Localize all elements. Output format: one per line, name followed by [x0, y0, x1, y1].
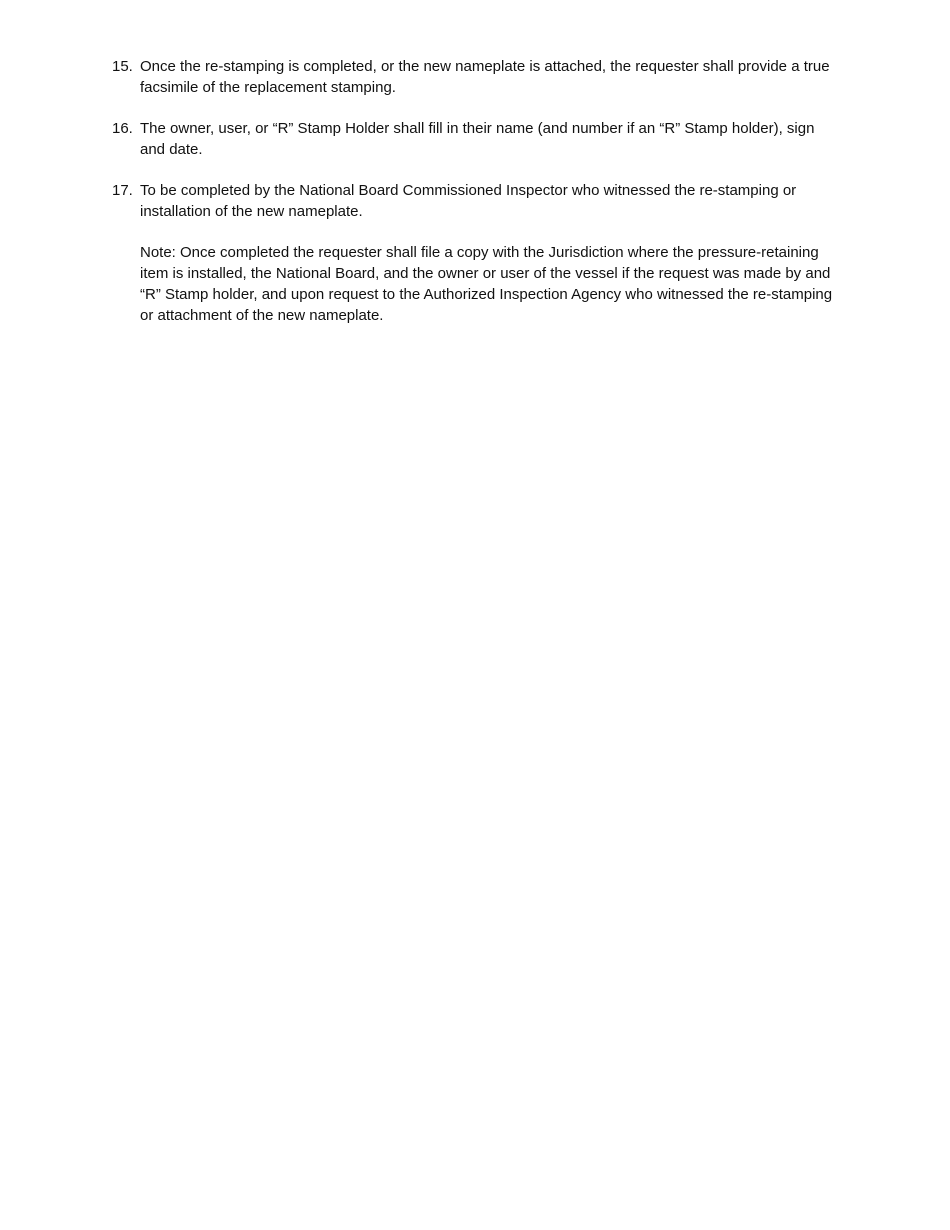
instructions-list: [112, 56, 842, 326]
item-number: 15.: [112, 58, 133, 75]
item-text: To be completed by the National Board Commissioned Inspector who witnessed the re-stamping or installation of the new nameplate.: [140, 182, 797, 220]
item-number: 16.: [112, 120, 133, 137]
item-text: The owner, user, or “R” Stamp Holder shall fill in their name (and number if an “R” Stamp holder), sign and date.: [140, 120, 815, 158]
item-text: Once the re-stamping is completed, or the new nameplate is attached, the requester shall provide a true facsimile of the replacement stamping.: [140, 58, 830, 96]
item-number: 17.: [112, 182, 133, 199]
list-item-17: [112, 180, 842, 222]
list-item-15: [112, 56, 842, 98]
note-paragraph: Note: Once completed the requester shall file a copy with the Jurisdiction where the pressure-retaining item is installed, the National Board, and the owner or user of the vessel if the request was made by and “R” Stamp holder, and upon request to the Authorized Inspection Agency who witnessed the re-stamping or attachment of the new nameplate.: [140, 244, 833, 324]
list-item-16: [112, 118, 842, 160]
